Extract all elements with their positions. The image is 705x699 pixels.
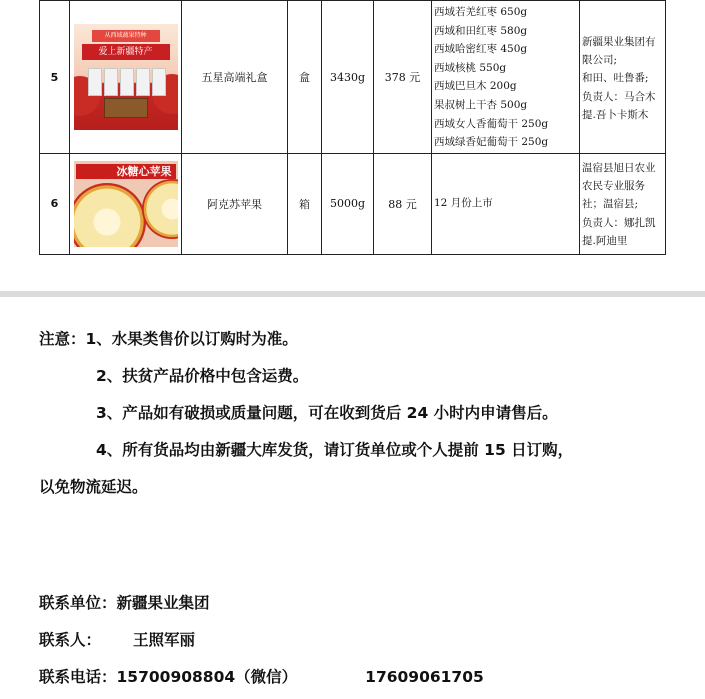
apple-half — [74, 183, 146, 247]
apple-product-image — [74, 161, 178, 247]
product-spec: 5000g — [322, 153, 374, 254]
supplier-info — [580, 1, 666, 153]
supplier-line: 和田、吐鲁番; — [582, 72, 649, 85]
contact-unit-label: 联系单位： — [39, 594, 117, 612]
contact-person-label: 联系人： — [39, 631, 102, 649]
product-bag — [152, 68, 166, 96]
image-banner-text: 爱上新疆特产 — [82, 44, 170, 60]
gift-box — [104, 98, 148, 118]
product-bag — [136, 68, 150, 96]
contact-person — [39, 628, 195, 650]
supplier-line: 农民专业服务 — [582, 180, 645, 193]
product-image-cell — [70, 1, 182, 153]
contact-person-value: 王照军丽 — [133, 631, 196, 649]
description-line: 果叔树上干杏 500g — [434, 98, 528, 111]
product-unit: 箱 — [288, 153, 322, 254]
note-line-5: 以免物流延迟。 — [39, 478, 148, 496]
product-name: 五星高端礼盒 — [182, 1, 288, 153]
contact-phone-value-1: 15700908804（微信） — [116, 668, 298, 686]
product-description — [432, 153, 580, 254]
product-name: 阿克苏苹果 — [182, 153, 288, 254]
supplier-info — [580, 153, 666, 254]
row-number: 6 — [40, 153, 70, 254]
contact-phone-label: 联系电话： — [39, 668, 117, 686]
product-price: 88 元 — [374, 153, 432, 254]
product-unit: 盒 — [288, 1, 322, 153]
supplier-line: 负责人：娜扎凯 — [582, 216, 656, 229]
product-image-cell — [70, 153, 182, 254]
product-bag — [104, 68, 118, 96]
page-divider — [0, 291, 705, 297]
image-top-text: 从西域蔬果特种 — [92, 30, 160, 42]
product-spec: 3430g — [322, 1, 374, 153]
contact-unit-value: 新疆果业集团 — [116, 594, 210, 612]
table-row — [40, 0, 666, 154]
description-line: 西域巴旦木 200g — [434, 80, 517, 93]
description-line: 西域和田红枣 580g — [434, 24, 528, 37]
description-line: 西域核桃 550g — [434, 61, 507, 74]
contact-unit — [39, 591, 210, 613]
description-line: 西域绿香妃葡萄干 250g — [434, 136, 549, 149]
supplier-line: 负责人：马合木 — [582, 90, 656, 103]
product-bag — [88, 68, 102, 96]
row-number: 5 — [40, 1, 70, 153]
image-banner-text: 冰糖心苹果 — [76, 164, 176, 179]
description-line: 西域女人香葡萄干 250g — [434, 117, 549, 130]
supplier-line: 限公司; — [582, 54, 618, 67]
gift-box-product-image — [74, 24, 178, 130]
supplier-line: 新疆果业集团有 — [582, 36, 656, 48]
product-bag — [120, 68, 134, 96]
supplier-line: 温宿县旭日农业 — [582, 162, 656, 174]
description-line: 12 月份上市 — [434, 197, 493, 210]
apple-half — [142, 179, 178, 239]
note-line-4: 4、所有货品均由新疆大库发货，请订货单位或个人提前 15 日订购， — [96, 441, 574, 459]
supplier-line: 社；温宿县; — [582, 198, 639, 211]
supplier-line: 提.吾卜卡斯木 — [582, 108, 649, 121]
description-line: 西域哈密红枣 450g — [434, 43, 528, 56]
supplier-line: 提.阿迪里 — [582, 234, 628, 247]
note-line-2: 2、扶贫产品价格中包含运费。 — [96, 367, 309, 385]
contact-phone — [39, 665, 484, 687]
note-line-3: 3、产品如有破损或质量问题，可在收到货后 24 小时内申请售后。 — [96, 404, 558, 422]
note-line-1: 注意：1、水果类售价以订购时为准。 — [39, 330, 298, 348]
description-line: 西域若羌红枣 650g — [434, 6, 528, 18]
product-description — [432, 1, 580, 153]
product-table — [39, 0, 666, 255]
table-row — [40, 153, 666, 255]
product-price: 378 元 — [374, 1, 432, 153]
contact-phone-value-2: 17609061705 — [365, 668, 484, 686]
